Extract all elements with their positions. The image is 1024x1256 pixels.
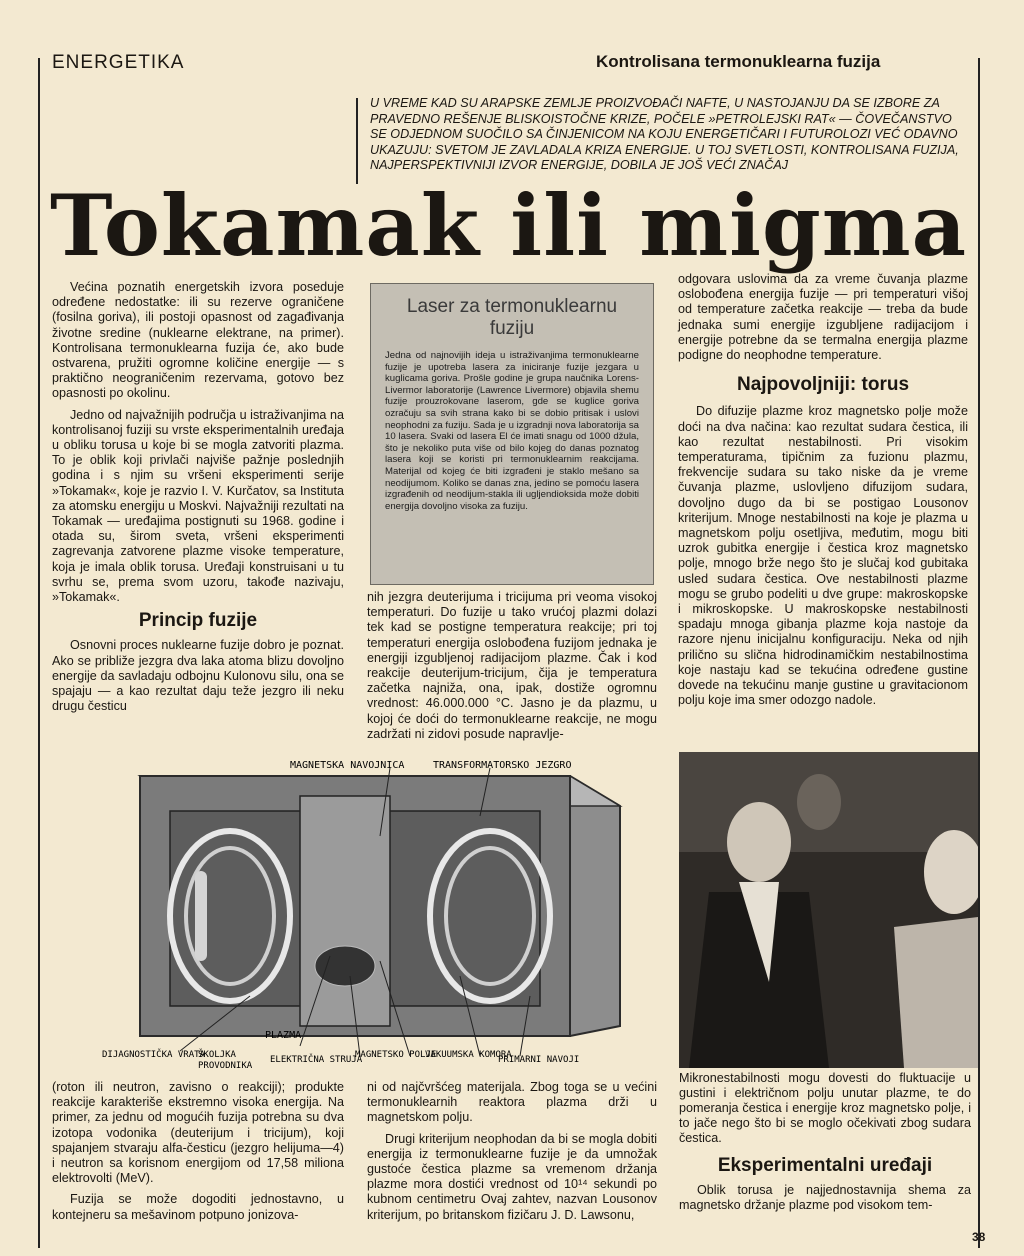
paragraph: Osnovni proces nuklearne fuzije dobro je poznat. Ako se približe jezgra dva laka atoma blizu dovoljno energije da savladaju odbojnu Kulonovu silu, ona se spajaju — a kao rezultat daju teže jezgro ili neku drugu česticu — [52, 638, 344, 714]
photo-caption — [679, 1071, 971, 1213]
paragraph: Drugi kriterijum neophodan da bi se mogla dobiti energija iz termonuklearne fuzije je da umnožak gustoće čestica plazme sa vremenom držanja plazme mora dostići vrednost od 10¹⁴ sekundi po kubnom centimetru Ovaj zahtev, nazvan Lousonov kriterijum, po britanskom fizičaru J. D. Lawsonu, — [367, 1131, 657, 1222]
paragraph: Fuzija se može dogoditi jednostavno, u kontejneru sa mešavinom potpuno jonizova- — [52, 1192, 344, 1222]
scientists-photo — [679, 752, 978, 1068]
paragraph: (roton ili neutron, zavisno o reakciji); produkte reakcije karakteriše ekstremno visoka energija. Na primer, za jednu od mogućih fuzija potrebna su dva izotopa vodonika (deuterijum i tricijum), koji spajanjem stvaraju alfa-česticu (jezgro helijuma—4) i neutron sa korisnom energijom od 17,58 miliona elektrovolti (MeV). — [52, 1080, 344, 1186]
series-header: Kontrolisana termonuklearna fuzija — [596, 52, 881, 71]
laser-sidebox — [370, 283, 654, 585]
sidebox-title: Laser za termonuklearnu fuziju — [406, 296, 618, 339]
label-navojnica: MAGNETSKA NAVOJNICA — [290, 760, 405, 771]
label-jezgro: TRANSFORMATORSKO JEZGRO — [433, 760, 572, 771]
intro-text: U VREME KAD SU ARAPSKE ZEMLJE PROIZVOĐAČI NAFTE, U NASTOJANJU DA SE IZBORE ZA PRAVEDNO REŠENJE BLISKOISTOČNE KRIZE, POČELE »PETROLEJSKI RAT« — ČOVEČANSTVO SE ODJEDNOM SUOČILO SA ČINJENICOM NA KOJU ENERGETIČARI I FUTUROLOZI VEĆ ODAVNO UKAZUJU: SVETOM JE ZAVLADALA KRIZA ENERGIJE. U TOJ SVETLOSTI, KONTROLISANA FUZIJA, NAJPERSPEKTIVNIJI IZVOR ENERGIJE, DOBILA JE JOŠ VEĆI ZNAČAJ — [370, 96, 959, 173]
label-skoljka: ŠKOLJKA — [198, 1050, 236, 1060]
column-1 — [52, 280, 344, 720]
paragraph: ni od najčvršćeg materijala. Zbog toga se u većini termonuklearnih reaktora plazma drži u magnetskom polju. — [367, 1080, 657, 1125]
label-provodnika: PROVODNIKA — [198, 1061, 253, 1071]
page-number: 38 — [972, 1230, 986, 1244]
caption-text: Mikronestabilnosti mogu dovesti do fluktuacije u gustini i električnom polju unutar plazme, te do pomeranja čestica i energije kroz magnetsko polje, i to jače nego što bi se moglo očekivati zbog sudara čestica. — [679, 1071, 971, 1145]
paragraph: Jedno od najvažnijih područja u istraživanjima na kontrolisanoj fuziji su vrste eksperimentalnih uređaja u obliku torusa u koje bi se mogla zatvoriti plazma. To je oblik koji privlači najviše pažnje poslednjih godina i s njim su vršeni eksperimenti serije »Tokamak«, koje je razvio I. V. Kurčatov, sa Instituta za atomsku energiju u Moskvi. Najvažniji rezultati na Tokamak — uređajima postignuti su 1968. godine i otada su, širom sveta, vršeni eksperimenti zagrevanja zatvorene plazme visoke temperature, koja je imala oblik torusa. Uređaji konstruisani u tu svrhu se, prema svom uzoru, takođe nazivaju, »Tokamak«. — [52, 407, 344, 605]
paragraph: Do difuzije plazme kroz magnetsko polje može doći na dva načina: kao rezultat sudara čestica, ili kao rezultat nestabilnosti. Pri visokim temperaturama, tipičnim za fuzionu plazmu, frekvencije sudara su tako niske da je vreme čuvanja plazme, uslovljeno difuzijom sudara, dovoljno dugo da bi se postigao Lousonov kriterijum. Mnoge nestabilnosti na koje je plazma u magnetskom polju osetljiva, međutim, mogu biti uzrok gubitka energije i čestica kroz magnetsko polje, mnogo brže nego što je slučaj kod gubitaka usled sudara čestica. Ove nestabilnosti plazme mogu se grubo podeliti u dve grupe: makroskopske i mikroskopske. U makroskopske nestabilnosti spadaju mnoga gibanja plazme koja nastoje da razore njenu inicijalnu konfiguraciju. Neka od njih prilično su slična hidrodinamičkim nestabilnostima koje nastaju kad se tekućina određene gustine dovede na tekućinu manje gustine u gravitacionom polju koje ima smer odozgo nadole. — [678, 404, 968, 708]
subheading-eksperimentalni: Eksperimentalni uređaji — [717, 1155, 933, 1176]
paragraph: Većina poznatih energetskih izvora poseduje određene nedostatke: ili su rezerve ograničene (fosilna goriva), ili postoji opasnost od zagađivanja životne sredine (nuklearne elektrane, na primer). Kontrolisana termonuklearna fuzija će, ako bude ostvarena, pružiti ogromne količine energije — s praktično neograničenim rezervama, gotovo bez opasnosti po okolinu. — [52, 280, 344, 401]
label-komora: VAKUUMSKA KOMORA — [425, 1050, 512, 1060]
sidebox-body: Jedna od najnovijih ideja u istraživanjima termonuklearne fuzije je upotreba lasera za iniciranje fuzije jezgara u kuglicama goriva. Prošle godine je grupa naučnika Lorens-Livermor laboratorije (Lawrence Livermore) objavila shemu fuzije prouzrokovane laserom, gde se kuglice goriva ozračuju sa svih strana kako bi se dobio pritisak i uslovi neophodni za fuziju. Sada je u izgradnji nova laboratorija sa 10 lasera. Svaki od lasera El će imati snagu od 1000 džula, što je nekoliko puta više od bilo kojeg do danas poznatog lasera koji se koristi pri termonuklearnim reakcijama. Materijal od kojeg će biti izgrađeni je staklo mešano sa neodijumom. Koliko se danas zna, jedino se pomoću lasera izgrađenih od neodijum-stakla ili ugljendioksida može dobiti energija dovoljno visoka za fuziju. — [385, 350, 639, 512]
column-2 — [367, 590, 657, 748]
label-primarni: PRIMARNI NAVOJI — [498, 1055, 580, 1065]
label-struja: ELEKTRIČNA STRUJA — [270, 1055, 363, 1065]
article-title: Tokamak ili migma — [50, 178, 968, 274]
paragraph: Oblik torusa je najjednostavnija shema za magnetsko držanje plazme pod visokom tem- — [679, 1183, 971, 1212]
section-header: ENERGETIKA — [52, 52, 185, 73]
tokamak-diagram — [100, 756, 660, 1076]
label-dijagnosticka: DIJAGNOSTIČKA VRATA — [102, 1050, 205, 1060]
column-1-bottom — [52, 1080, 344, 1229]
photo-image — [679, 752, 978, 1068]
column-3 — [678, 272, 968, 714]
intro-rule — [356, 98, 358, 184]
subheading-torus: Najpovoljniji: torus — [736, 374, 910, 396]
subheading-princip: Princip fuzije — [138, 610, 258, 632]
paragraph: nih jezgra deuterijuma i tricijuma pri veoma visokoj temperaturi. Do fuzije u tako vrućoj plazmi dolazi tek kad se postigne temperatura reakcije; pri toj temperaturi energija oslobođena fuzijom jednaka je energiji izgubljenoj radijacijom plazme. Čak i kod reakcije deuterijum-tricijum, čija je temperatura začetka najniža, ona, ipak, dostiže ogromnu vrednost: 46.000.000 °C. Jasno je da plazmu, u kojoj će doći do termonuklearne reakcije, ne mogu zadržati ni zidovi posude napravlje- — [367, 590, 657, 741]
left-rule — [38, 58, 40, 1248]
label-plazma: PLAZMA — [265, 1030, 302, 1041]
paragraph: odgovara uslovima da za vreme čuvanja plazme oslobođena energija fuzije — pri temperaturi višoj od temperature začetka reakcije — treba da bude jednaka sumi energije izgubljene radijacijom i energije potrebne da se termalna energija plazme podigne do neophodne temperature. — [678, 272, 968, 363]
label-polje: MAGNETSKO POLJE — [355, 1050, 437, 1060]
column-2-bottom — [367, 1080, 657, 1229]
